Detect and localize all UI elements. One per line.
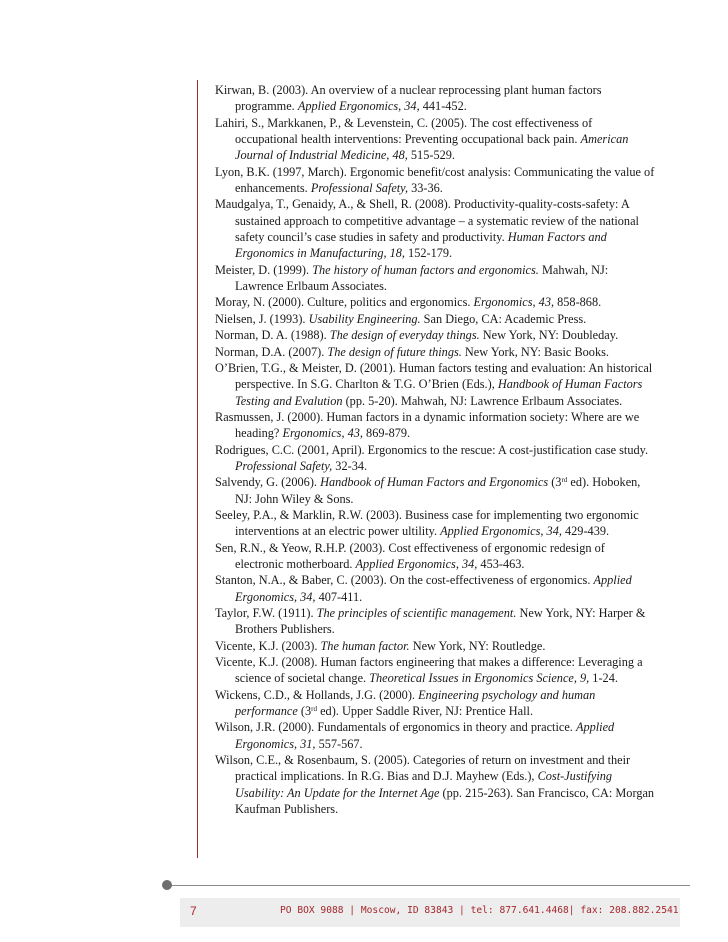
reference-entry <box>215 115 655 164</box>
reference-entry <box>215 164 655 197</box>
reference-text: Sen, R.N., & Yeow, R.H.P. (2003). Cost effectiveness of ergonomic redesign of electronic motherboard. <box>215 540 605 571</box>
reference-text: 152-179. <box>404 246 453 261</box>
reference-entry <box>215 638 655 654</box>
reference-entry <box>215 540 655 573</box>
reference-text: Wickens, C.D., & Hollands, J.G. (2000). <box>215 687 419 702</box>
reference-text: Rodrigues, C.C. (2001, April). Ergonomics to the rescue: A cost-justification case study. <box>215 442 649 457</box>
reference-text: Moray, N. (2000). Culture, politics and ergonomics. <box>215 295 474 310</box>
reference-entry <box>215 654 655 687</box>
reference-text: Wilson, J.R. (2000). Fundamentals of ergonomics in theory and practice. <box>215 720 576 735</box>
reference-text: Meister, D. (1999). <box>215 262 313 277</box>
footer-bullet-icon <box>162 880 172 890</box>
reference-text: Nielsen, J. (1993). <box>215 311 309 326</box>
reference-text: Maudgalya, T., Genaidy, A., & Shell, R. (2008). Productivity-quality-costs-safety: A sustained approach to competitive advantage – a systematic review of the national safety council’s case studies in safety and productivity. <box>215 197 639 245</box>
reference-title: Usability Engineering. <box>308 311 421 326</box>
reference-text: 32-34. <box>332 458 368 473</box>
reference-text: Mahwah, NJ: Lawrence Erlbaum Associates. <box>235 262 609 294</box>
reference-entry <box>215 687 655 720</box>
reference-text: ed). Upper Saddle River, NJ: Prentice Hall. <box>317 704 534 719</box>
page-number: 7 <box>190 904 197 918</box>
reference-title: The principles of scientific management. <box>316 606 517 620</box>
reference-entry <box>215 605 655 638</box>
reference-text: 515-529. <box>407 148 455 163</box>
reference-text: (pp. 5-20). Mahwah, NJ: Lawrence Erlbaum Associates. <box>342 393 623 408</box>
reference-text: Taylor, F.W. (1911). <box>215 606 317 620</box>
reference-title: Human Factors and Ergonomics in Manufacturing, 18, <box>235 230 607 261</box>
reference-entry <box>215 719 655 752</box>
reference-entry <box>215 507 655 540</box>
reference-entry <box>215 196 655 261</box>
reference-text: Vicente, K.J. (2003). <box>215 638 321 653</box>
reference-text: Rasmussen, J. (2000). Human factors in a dynamic information society: Where are we heading? <box>215 409 640 441</box>
reference-text: Norman, D.A. (2007). <box>215 344 328 359</box>
reference-text: 441-452. <box>419 99 467 114</box>
reference-title: Applied Ergonomics, 34, <box>235 573 632 604</box>
reference-title: Applied Ergonomics, 34, <box>440 524 562 539</box>
reference-entry <box>215 752 655 817</box>
reference-text: Kirwan, B. (2003). An overview of a nuclear reprocessing plant human factors programme. <box>215 83 602 114</box>
reference-title: Professional Safety, <box>310 181 409 196</box>
reference-entry <box>215 262 655 295</box>
reference-text: 869-879. <box>362 426 411 441</box>
reference-title: The human factor. <box>320 638 410 653</box>
reference-text: New York, NY: Harper & Brothers Publishers. <box>235 606 646 637</box>
reference-text: 407-411. <box>315 589 363 604</box>
margin-rule <box>197 80 198 858</box>
reference-text: 1-24. <box>589 671 618 686</box>
reference-text: San Diego, CA: Academic Press. <box>420 311 587 326</box>
reference-text: Seeley, P.A., & Marklin, R.W. (2003). Business case for implementing two ergonomic interventions at an electric power ultility. <box>215 507 639 539</box>
ordinal-superscript: rd <box>311 705 318 714</box>
reference-text: Lahiri, S., Markkanen, P., & Levenstein, C. (2005). The cost effectiveness of occupational health interventions: Preventing occupational back pain. <box>215 115 593 147</box>
reference-title: Engineering psychology and human performance <box>235 687 596 719</box>
reference-text: New York, NY: Doubleday. <box>479 328 619 343</box>
reference-entry <box>215 344 655 360</box>
reference-entry <box>215 409 655 442</box>
footer-divider <box>167 885 690 886</box>
reference-title: American Journal of Industrial Medicine, 48, <box>235 132 629 163</box>
reference-entry <box>215 474 655 507</box>
reference-list <box>215 82 655 817</box>
reference-text: Stanton, N.A., & Baber, C. (2003). On the cost-effectiveness of ergonomics. <box>215 573 594 588</box>
reference-title: Handbook of Human Factors Testing and Evalution <box>235 377 643 408</box>
reference-title: The design of future things. <box>327 344 462 359</box>
reference-title: Professional Safety, <box>235 458 333 473</box>
reference-text: ed). Hoboken, NJ: John Wiley & Sons. <box>235 475 641 506</box>
reference-text: Vicente, K.J. (2008). Human factors engineering that makes a difference: Leveraging a science of societal change. <box>215 655 643 686</box>
reference-entry <box>215 82 655 115</box>
reference-entry <box>215 327 655 343</box>
reference-text: (3 <box>297 704 312 719</box>
reference-text: 453-463. <box>477 556 525 571</box>
reference-text: (pp. 215-263). San Francisco, CA: Morgan Kaufman Publishers. <box>235 785 655 817</box>
reference-title: Ergonomics, 43, <box>282 426 363 441</box>
reference-text: O’Brien, T.G., & Meister, D. (2001). Human factors testing and evaluation: An historical perspective. In S.G. Charlton & T.G. O’Brien (Eds.), <box>215 360 653 392</box>
reference-title: Applied Ergonomics, 31, <box>235 720 615 751</box>
reference-text: Lyon, B.K. (1997, March). Ergonomic benefit/cost analysis: Communicating the value of enhancements. <box>215 164 655 196</box>
reference-title: Ergonomics, 43, <box>473 295 555 310</box>
reference-title: Applied Ergonomics, 34, <box>355 556 478 571</box>
reference-title: Applied Ergonomics, 34, <box>297 99 420 114</box>
footer-contact: PO BOX 9088 | Moscow, ID 83843 | tel: 877.641.4468| fax: 208.882.2541 <box>280 905 679 916</box>
reference-entry <box>215 311 655 327</box>
reference-title: The design of everyday things. <box>329 328 480 343</box>
reference-text: Salvendy, G. (2006). <box>215 475 321 490</box>
reference-text: 858-868. <box>554 295 602 310</box>
reference-text: 33-36. <box>408 181 443 196</box>
reference-text: New York, NY: Basic Books. <box>461 344 609 359</box>
reference-text: New York, NY: Routledge. <box>409 638 546 653</box>
reference-text: 557-567. <box>315 736 363 751</box>
reference-text: Wilson, C.E., & Rosenbaum, S. (2005). Categories of return on investment and their practical implications. In R.G. Bias and D.J. Mayhew (Eds.), <box>215 753 631 784</box>
reference-entry <box>215 442 655 475</box>
ordinal-superscript: rd <box>561 476 568 485</box>
reference-title: The history of human factors and ergonomics. <box>312 262 539 277</box>
reference-title: Handbook of Human Factors and Ergonomics <box>320 475 549 490</box>
reference-text: 429-439. <box>561 524 610 539</box>
reference-text: (3 <box>548 475 562 490</box>
reference-title: Cost-Justifying Usability: An Update for the Internet Age <box>235 769 613 800</box>
reference-text: Norman, D. A. (1988). <box>215 328 330 343</box>
reference-entry <box>215 572 655 605</box>
reference-title: Theoretical Issues in Ergonomics Science, 9, <box>369 671 590 686</box>
reference-entry <box>215 360 655 409</box>
reference-entry <box>215 294 655 310</box>
